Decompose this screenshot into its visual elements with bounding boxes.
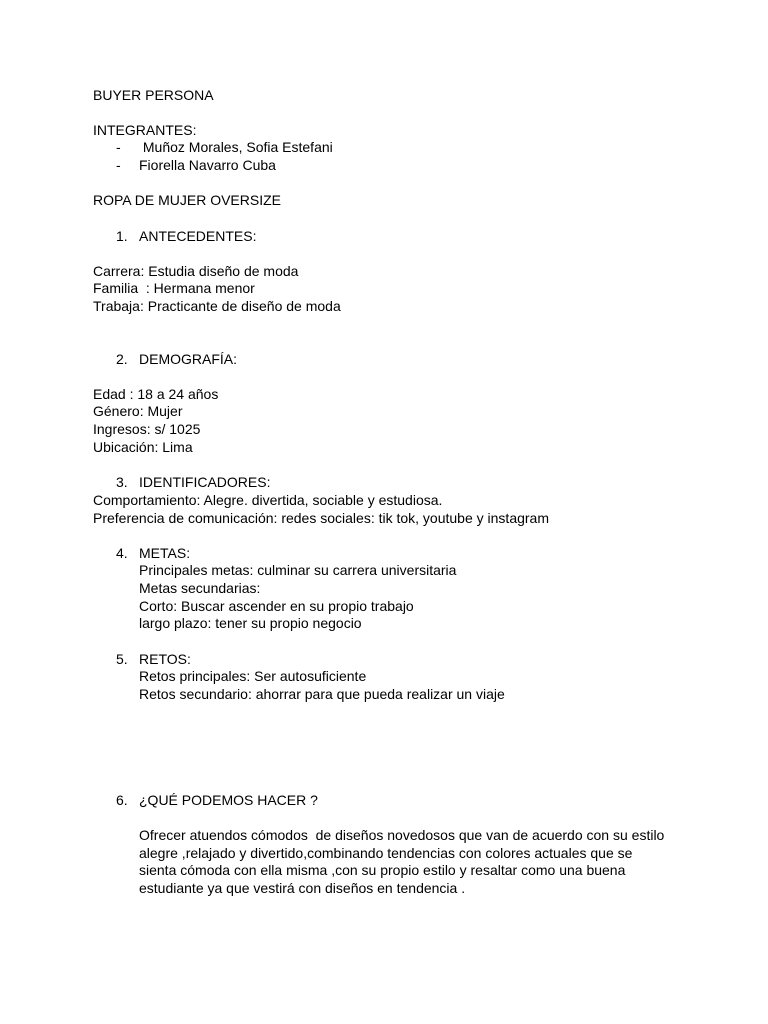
- section-number: 6.: [116, 792, 128, 808]
- section-number: 4.: [116, 545, 128, 561]
- section-line: Carrera: Estudia diseño de moda: [93, 263, 299, 279]
- member-name: Fiorella Navarro Cuba: [139, 157, 276, 173]
- section-line: Retos secundario: ahorrar para que pueda realizar un viaje: [139, 686, 505, 702]
- section-line: Ubicación: Lima: [93, 439, 193, 455]
- section-number: 3.: [116, 474, 128, 490]
- section-number: 1.: [116, 228, 128, 244]
- integrantes-label: INTEGRANTES:: [93, 122, 197, 138]
- section-line: Trabaja: Practicante de diseño de moda: [93, 298, 341, 314]
- document-title: BUYER PERSONA: [93, 87, 214, 103]
- section-heading: RETOS:: [139, 651, 191, 667]
- section-line: Ofrecer atuendos cómodos de diseños novedosos que van de acuerdo con su estilo: [139, 827, 665, 843]
- member-bullet: -: [116, 157, 121, 173]
- section-number: 2.: [116, 351, 128, 367]
- section-heading: METAS:: [139, 545, 191, 561]
- section-line: alegre ,relajado y divertido,combinando tendencias con colores actuales que se: [139, 845, 633, 861]
- section-line: Familia : Hermana menor: [93, 280, 255, 296]
- section-line: Edad : 18 a 24 años: [93, 386, 219, 402]
- member-bullet: -: [116, 139, 121, 155]
- section-heading: IDENTIFICADORES:: [139, 474, 271, 490]
- section-line: Retos principales: Ser autosuficiente: [139, 668, 367, 684]
- section-line: sienta cómoda con ella misma ,con su propio estilo y resaltar como una buena: [139, 862, 626, 878]
- section-heading: ¿QUÉ PODEMOS HACER ?: [139, 792, 318, 808]
- subject-heading: ROPA DE MUJER OVERSIZE: [93, 192, 281, 208]
- section-line: Principales metas: culminar su carrera universitaria: [139, 562, 457, 578]
- section-line: largo plazo: tener su propio negocio: [139, 615, 362, 631]
- section-heading: ANTECEDENTES:: [139, 228, 257, 244]
- section-line: estudiante ya que vestirá con diseños en tendencia .: [139, 880, 466, 896]
- section-line: Ingresos: s/ 1025: [93, 421, 201, 437]
- section-line: Metas secundarias:: [139, 580, 261, 596]
- section-line: Preferencia de comunicación: redes sociales: tik tok, youtube y instagram: [93, 510, 550, 526]
- member-name: Muñoz Morales, Sofia Estefani: [139, 139, 333, 155]
- section-heading: DEMOGRAFÍA:: [139, 351, 238, 367]
- section-number: 5.: [116, 651, 128, 667]
- section-line: Comportamiento: Alegre. divertida, sociable y estudiosa.: [93, 492, 443, 508]
- section-line: Corto: Buscar ascender en su propio trabajo: [139, 598, 414, 614]
- section-line: Género: Mujer: [93, 403, 183, 419]
